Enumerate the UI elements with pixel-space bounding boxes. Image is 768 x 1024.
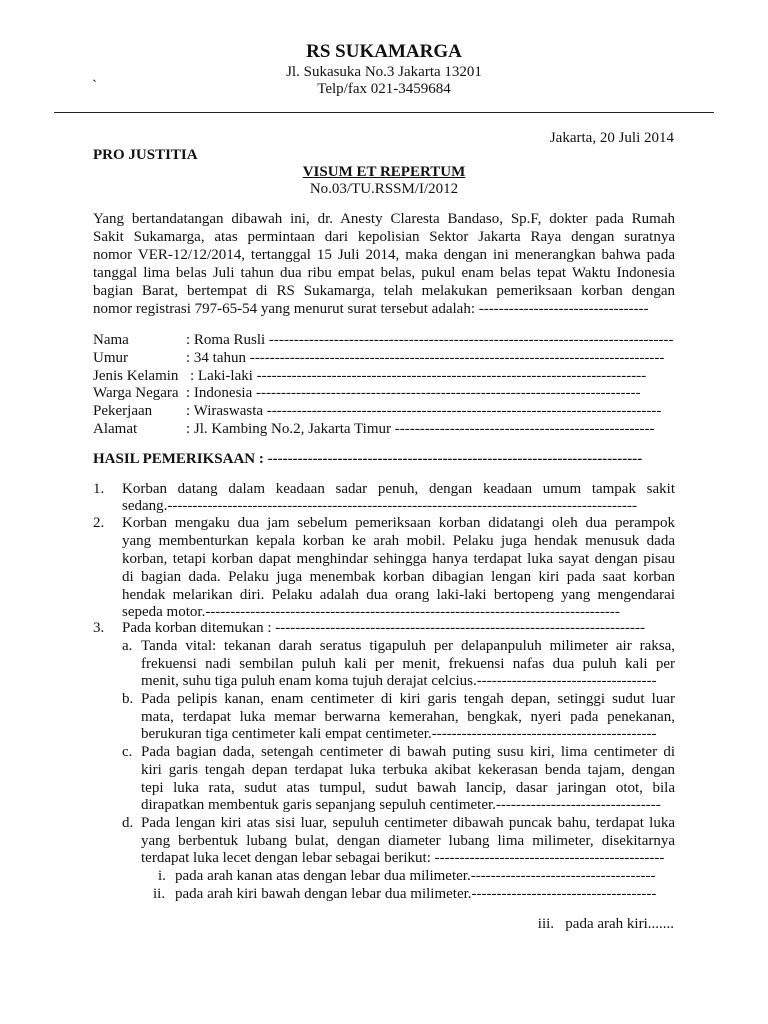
identity-label: Umur [93, 350, 128, 366]
identity-value: : Roma Rusli --------------------------------------------------------------------------------- [186, 332, 674, 348]
sub-item-line: Pada lengan kiri atas sisi luar, sepuluh centimeter dibawah puncak bahu, terdapat luka [141, 815, 675, 831]
doc-title: VISUM ET REPERTUM [302, 164, 466, 180]
identity-value: : 34 tahun ----------------------------------------------------------------------------------- [186, 350, 665, 366]
sub-item-line: Tanda vital: tekanan darah seratus tigapuluh per delapanpuluh milimeter air raksa, [141, 638, 675, 654]
item-line: Korban datang dalam keadaan sadar penuh, dengan keadaan umum tampak sakit [122, 481, 675, 497]
sub-item-line: frekuensi nadi sembilan puluh kali per menit, frekuensi nafas dua puluh kali per [141, 656, 675, 672]
intro-line: nomor VER-12/12/2014, tertanggal 15 Juli 2014, maka dengan ini menerangkan bahwa pada [93, 247, 675, 263]
intro-line: nomor registrasi 797-65-54 yang menurut surat tersebut adalah: ---------------------------------- [93, 301, 649, 317]
roman-item-line: pada arah kanan atas dengan lebar dua milimeter.------------------------------------- [175, 868, 656, 884]
sub-item-line: terdapat luka lecet dengan lebar sebagai berikut: ---------------------------------------------- [141, 850, 665, 866]
identity-label: Nama [93, 332, 129, 348]
sub-item-line: mata, terdapat luka memar berwarna kemerahan, bengkak, nyeri pada penekanan, [141, 709, 675, 725]
pro-justitia: PRO JUSTITIA [93, 147, 198, 163]
item-number: 2. [93, 515, 105, 531]
intro-line: tanggal lima belas Juli tahun dua ribu empat belas, pukul enam belas tepat Waktu Indonesia [93, 265, 675, 281]
sub-item-line: tepi luka rata, sudut atas tumpul, sudut bawah lancip, dasar jaringan otot, bila [141, 780, 675, 796]
sub-item-line: dirapatkan membentuk garis sepanjang sepuluh centimeter.--------------------------------- [141, 797, 661, 813]
sub-item-letter: a. [122, 638, 133, 654]
item-line: hendak melarikan diri. Pelaku adalah dua orang laki-laki bertopeng yang mengendarai [122, 587, 675, 603]
sub-item-line: berukuran tiga centimeter kali empat centimeter.--------------------------------------------- [141, 726, 657, 742]
roman-item-line: pada arah kiri bawah dengan lebar dua milimeter.------------------------------------- [175, 886, 657, 902]
hospital-phone: Telp/fax 021-3459684 [317, 81, 451, 97]
identity-value: : Indonesia ----------------------------------------------------------------------------- [186, 385, 641, 401]
doc-number: No.03/TU.RSSM/I/2012 [309, 181, 459, 197]
sub-item-line: Pada pelipis kanan, enam centimeter di kiri garis tengah depan, setinggi sudut luar [141, 691, 675, 707]
item-line: korban, tetapi korban dapat menghindar sehingga hanya terdapat luka sayat dengan pisau [122, 551, 675, 567]
sub-item-line: yang berbentuk lubang bulat, dengan diameter lubang lima milimeter, disekitarnya [141, 833, 675, 849]
continuation-marker: iii. pada arah kiri....... [537, 916, 674, 932]
intro-line: Yang bertandatangan dibawah ini, dr. Anesty Claresta Bandaso, Sp.F, dokter pada Rumah [93, 211, 675, 227]
identity-value: : Jl. Kambing No.2, Jakarta Timur ---------------------------------------------------- [186, 421, 655, 437]
identity-value: : Laki-laki ------------------------------------------------------------------------------ [190, 368, 647, 384]
sub-item-letter: c. [122, 744, 133, 760]
roman-numeral: ii. [153, 886, 166, 902]
item-line: yang membenturkan kepala korban ke arah mobil. Pelaku juga hendak menusuk dada [122, 533, 675, 549]
roman-numeral: i. [158, 868, 166, 884]
intro-line: Sakit Sukamarga, atas permintaan dari kepolisian Sektor Jakarta Raya dengan suratnya [93, 229, 675, 245]
identity-label: Pekerjaan [93, 403, 153, 419]
sub-item-line: Pada bagian dada, setengah centimeter di bawah puting susu kiri, lima centimeter di [141, 744, 675, 760]
identity-value: : Wiraswasta ------------------------------------------------------------------------------- [186, 403, 662, 419]
stray-backtick: ` [92, 78, 97, 94]
item-line: Korban mengaku dua jam sebelum pemeriksaan korban didatangi oleh dua perampok [122, 515, 675, 531]
hospital-address: Jl. Sukasuka No.3 Jakarta 13201 [286, 64, 482, 80]
identity-label: Alamat [93, 421, 138, 437]
identity-label: Warga Negara [93, 385, 179, 401]
sub-item-letter: d. [122, 815, 134, 831]
item-number: 1. [93, 481, 105, 497]
item-number: 3. [93, 620, 105, 636]
sub-item-line: kiri garis tengah depan terdapat luka terbuka akibat kekerasan benda tajam, dengan [141, 762, 675, 778]
item-line: Pada korban ditemukan : -------------------------------------------------------------------------- [122, 620, 645, 636]
intro-line: bagian Barat, bertempat di RS Sukamarga, telah melakukan pemeriksaan korban dengan [93, 283, 675, 299]
results-heading: HASIL PEMERIKSAAN : --------------------------------------------------------------------------- [93, 451, 643, 467]
sub-item-line: menit, suhu tiga puluh enam koma tujuh derajat celcius.------------------------------------ [141, 673, 657, 689]
sub-item-letter: b. [122, 691, 134, 707]
date-place: Jakarta, 20 Juli 2014 [549, 130, 674, 146]
item-line: sepeda motor.----------------------------------------------------------------------------------- [122, 604, 620, 620]
item-line: sedang.---------------------------------------------------------------------------------------------- [122, 498, 637, 514]
hospital-name: RS SUKAMARGA [306, 41, 462, 62]
header-rule [54, 112, 714, 113]
identity-label: Jenis Kelamin [93, 368, 179, 384]
item-line: di bagian dada. Pelaku juga menembak korban dibagian lengan kiri pada saat korban [122, 569, 675, 585]
